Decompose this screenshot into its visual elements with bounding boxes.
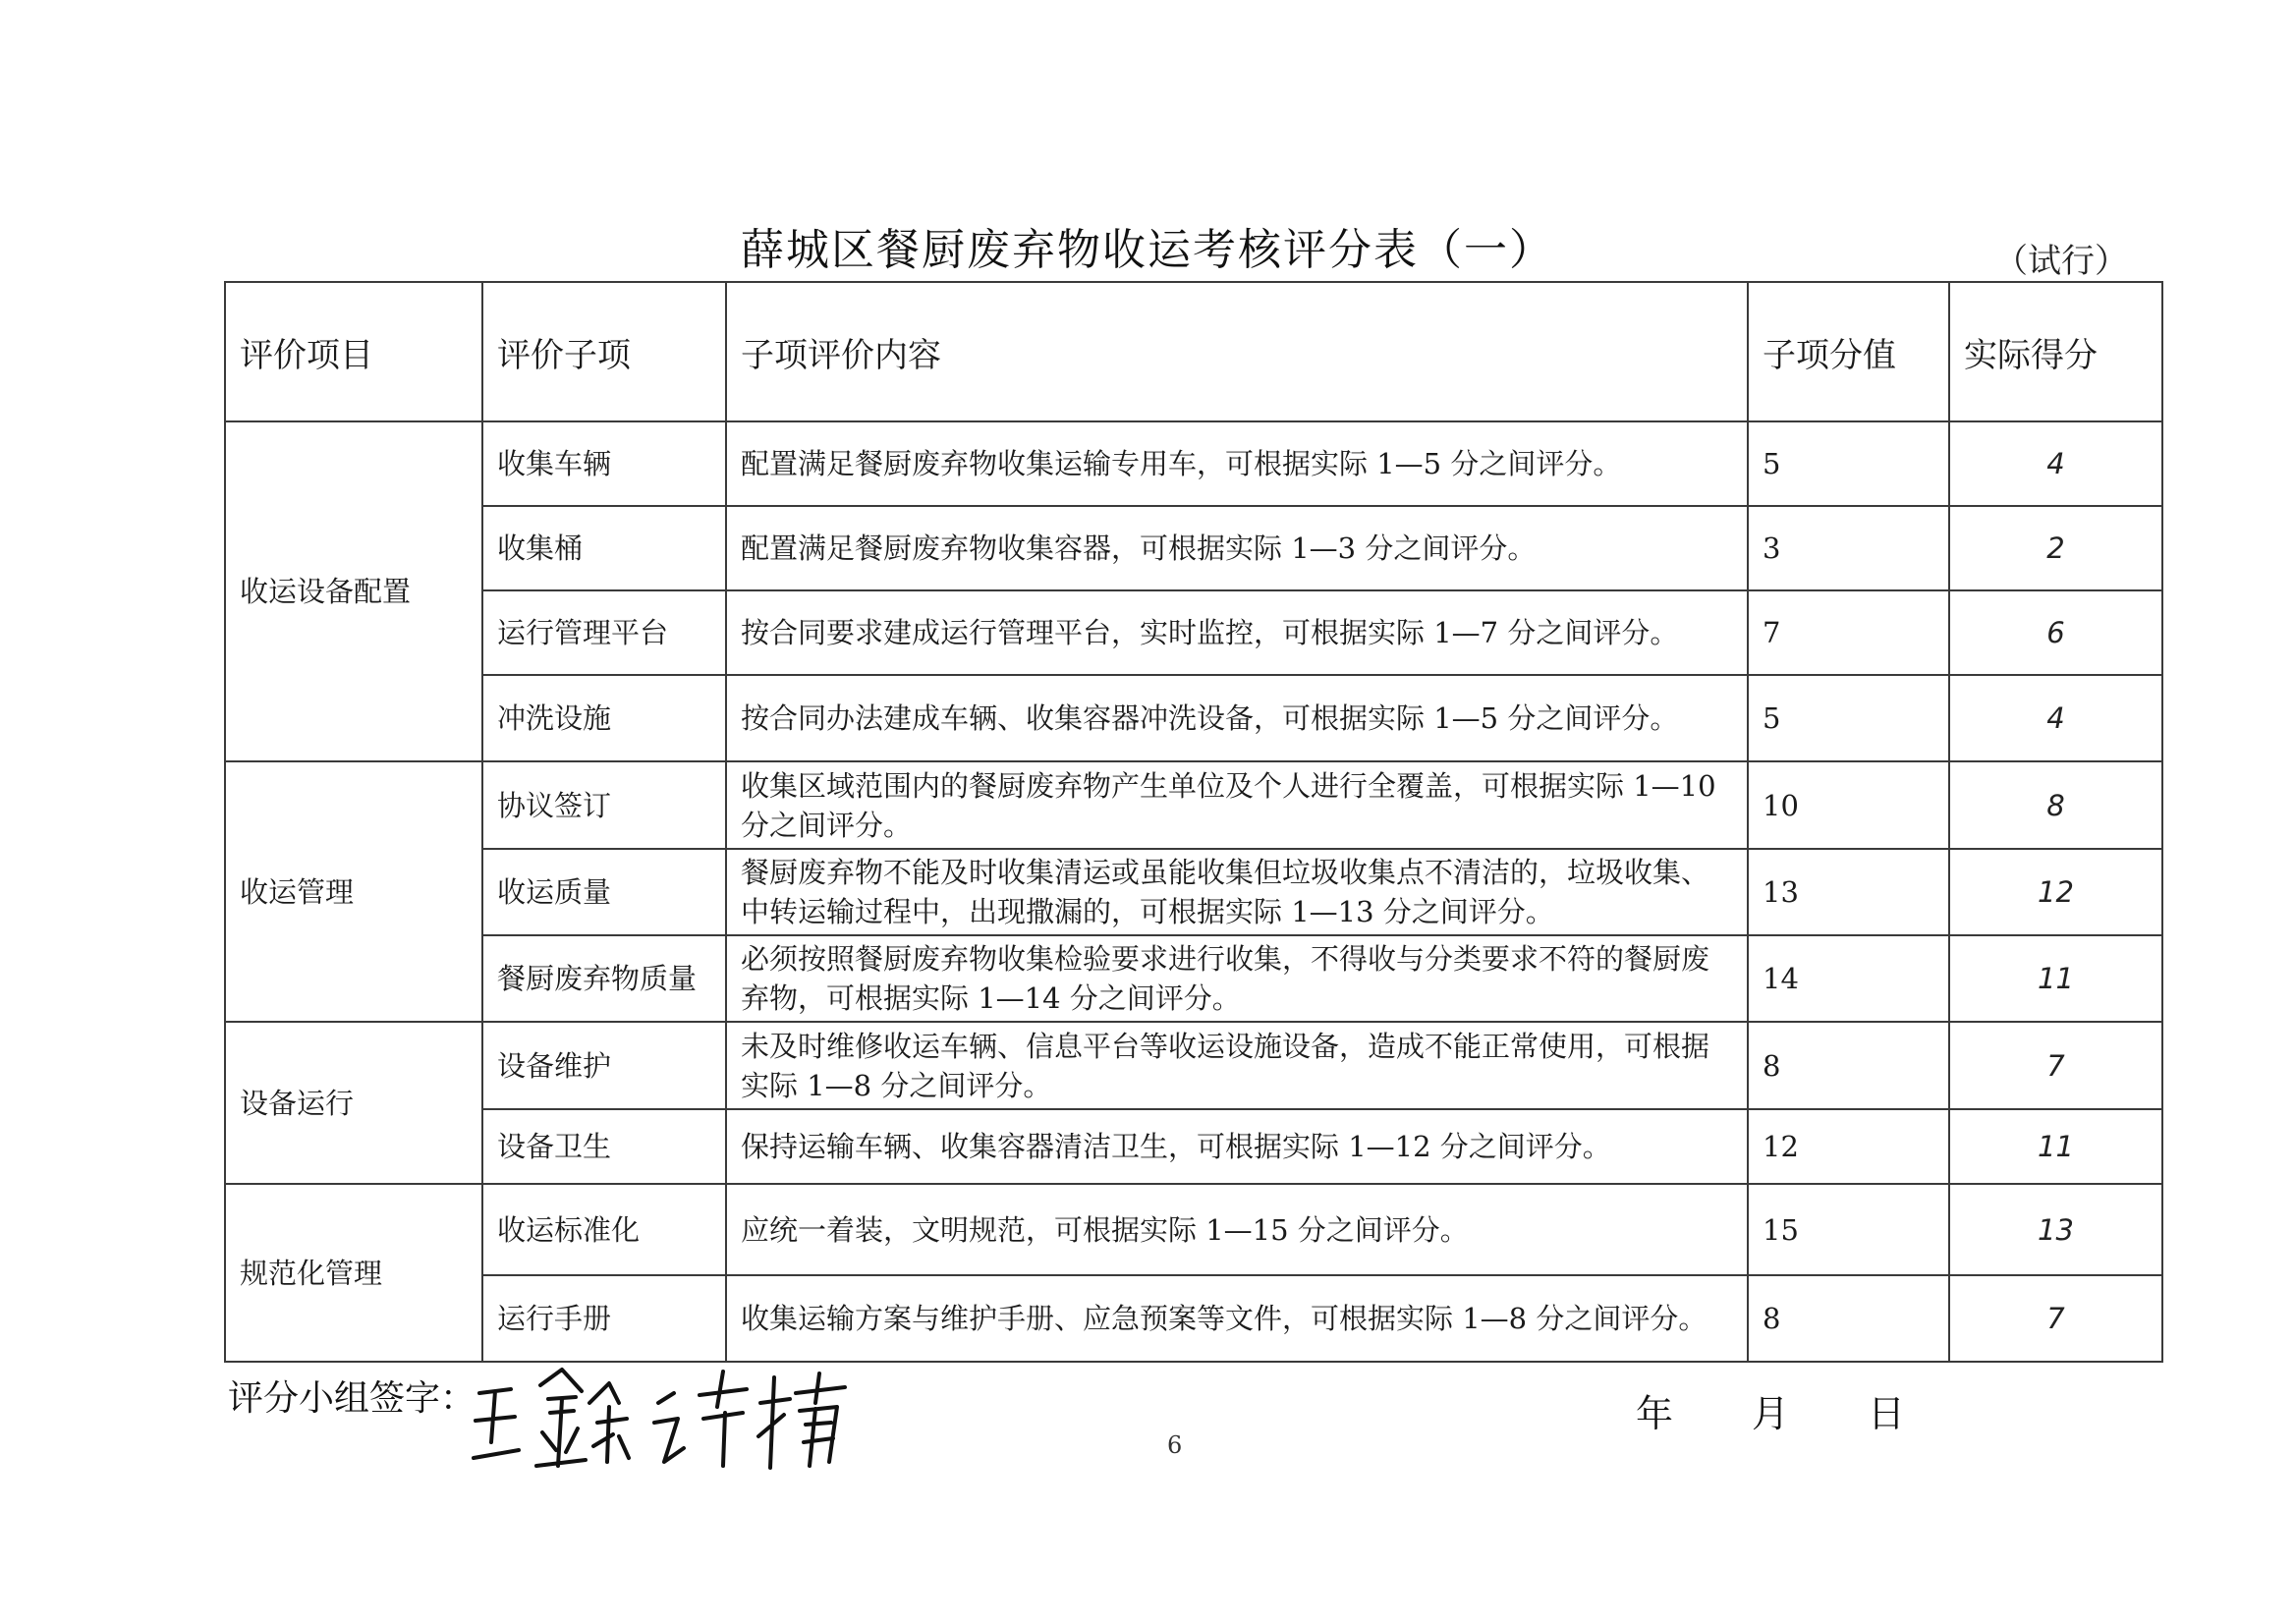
content-cell: 未及时维修收运车辆、信息平台等收运设施设备，造成不能正常使用，可根据实际 1—8 分之间评分。 <box>726 1022 1748 1109</box>
content-cell: 收集区域范围内的餐厨废弃物产生单位及个人进行全覆盖，可根据实际 1—10 分之间评分。 <box>726 761 1748 849</box>
actual-score-cell: 8 <box>1949 761 2162 849</box>
actual-score-cell: 11 <box>1949 1109 2162 1184</box>
year-label: 年 <box>1636 1392 1674 1435</box>
actual-score-cell: 4 <box>1949 421 2162 506</box>
table-body <box>225 421 2162 1362</box>
actual-score-cell: 12 <box>1949 849 2162 935</box>
content-cell: 保持运输车辆、收集容器清洁卫生，可根据实际 1—12 分之间评分。 <box>726 1109 1748 1184</box>
header-actual-score: 实际得分 <box>1949 282 2162 421</box>
actual-score-cell: 4 <box>1949 675 2162 761</box>
subitem-cell: 收运质量 <box>482 849 726 935</box>
score-table <box>224 281 2163 1363</box>
header-max-score: 子项分值 <box>1748 282 1949 421</box>
subitem-cell: 设备卫生 <box>482 1109 726 1184</box>
subitem-cell: 冲洗设施 <box>482 675 726 761</box>
handwritten-signature <box>472 1364 904 1472</box>
max-score-cell: 5 <box>1748 421 1949 506</box>
max-score-cell: 12 <box>1748 1109 1949 1184</box>
subitem-cell: 餐厨废弃物质量 <box>482 935 726 1022</box>
actual-score-cell: 6 <box>1949 590 2162 675</box>
table-row <box>225 1022 2162 1109</box>
max-score-cell: 8 <box>1748 1022 1949 1109</box>
table-row <box>225 1275 2162 1362</box>
category-cell: 收运设备配置 <box>225 421 482 761</box>
actual-score-cell: 7 <box>1949 1022 2162 1109</box>
content-cell: 按合同办法建成车辆、收集容器冲洗设备，可根据实际 1—5 分之间评分。 <box>726 675 1748 761</box>
subitem-cell: 收运标准化 <box>482 1184 726 1275</box>
max-score-cell: 5 <box>1748 675 1949 761</box>
content-cell: 餐厨废弃物不能及时收集清运或虽能收集但垃圾收集点不清洁的，垃圾收集、中转运输过程中，出现撒漏的，可根据实际 1—13 分之间评分。 <box>726 849 1748 935</box>
category-cell: 规范化管理 <box>225 1184 482 1362</box>
max-score-cell: 7 <box>1748 590 1949 675</box>
content-cell: 必须按照餐厨废弃物收集检验要求进行收集，不得收与分类要求不符的餐厨废弃物，可根据实际 1—14 分之间评分。 <box>726 935 1748 1022</box>
subitem-cell: 设备维护 <box>482 1022 726 1109</box>
date-fields <box>1636 1383 1905 1437</box>
content-cell: 收集运输方案与维护手册、应急预案等文件，可根据实际 1—8 分之间评分。 <box>726 1275 1748 1362</box>
content-cell: 按合同要求建成运行管理平台，实时监控，可根据实际 1—7 分之间评分。 <box>726 590 1748 675</box>
subitem-cell: 收集车辆 <box>482 421 726 506</box>
table-row <box>225 849 2162 935</box>
subitem-cell: 运行手册 <box>482 1275 726 1362</box>
table-row <box>225 1109 2162 1184</box>
max-score-cell: 8 <box>1748 1275 1949 1362</box>
month-label: 月 <box>1752 1392 1790 1435</box>
header-category: 评价项目 <box>225 282 482 421</box>
table-row <box>225 761 2162 849</box>
table-row <box>225 1184 2162 1275</box>
max-score-cell: 10 <box>1748 761 1949 849</box>
header-subitem: 评价子项 <box>482 282 726 421</box>
trial-note: （试行） <box>1994 242 2128 281</box>
actual-score-cell: 11 <box>1949 935 2162 1022</box>
max-score-cell: 3 <box>1748 506 1949 590</box>
signature-label: 评分小组签字： <box>228 1378 476 1419</box>
category-cell: 设备运行 <box>225 1022 482 1184</box>
subitem-cell: 收集桶 <box>482 506 726 590</box>
category-cell: 收运管理 <box>225 761 482 1022</box>
actual-score-cell: 7 <box>1949 1275 2162 1362</box>
table-row <box>225 506 2162 590</box>
table-row <box>225 590 2162 675</box>
day-label: 日 <box>1868 1392 1906 1435</box>
actual-score-cell: 2 <box>1949 506 2162 590</box>
page-number: 6 <box>1167 1431 1183 1459</box>
header-content: 子项评价内容 <box>726 282 1748 421</box>
document-title: 薛城区餐厨废弃物收运考核评分表（一） <box>741 225 1554 275</box>
max-score-cell: 13 <box>1748 849 1949 935</box>
content-cell: 配置满足餐厨废弃物收集运输专用车，可根据实际 1—5 分之间评分。 <box>726 421 1748 506</box>
table-header-row <box>225 282 2162 421</box>
content-cell: 应统一着装，文明规范，可根据实际 1—15 分之间评分。 <box>726 1184 1748 1275</box>
subitem-cell: 协议签订 <box>482 761 726 849</box>
table-row <box>225 421 2162 506</box>
max-score-cell: 14 <box>1748 935 1949 1022</box>
content-cell: 配置满足餐厨废弃物收集容器，可根据实际 1—3 分之间评分。 <box>726 506 1748 590</box>
table-row <box>225 675 2162 761</box>
max-score-cell: 15 <box>1748 1184 1949 1275</box>
actual-score-cell: 13 <box>1949 1184 2162 1275</box>
table-row <box>225 935 2162 1022</box>
subitem-cell: 运行管理平台 <box>482 590 726 675</box>
